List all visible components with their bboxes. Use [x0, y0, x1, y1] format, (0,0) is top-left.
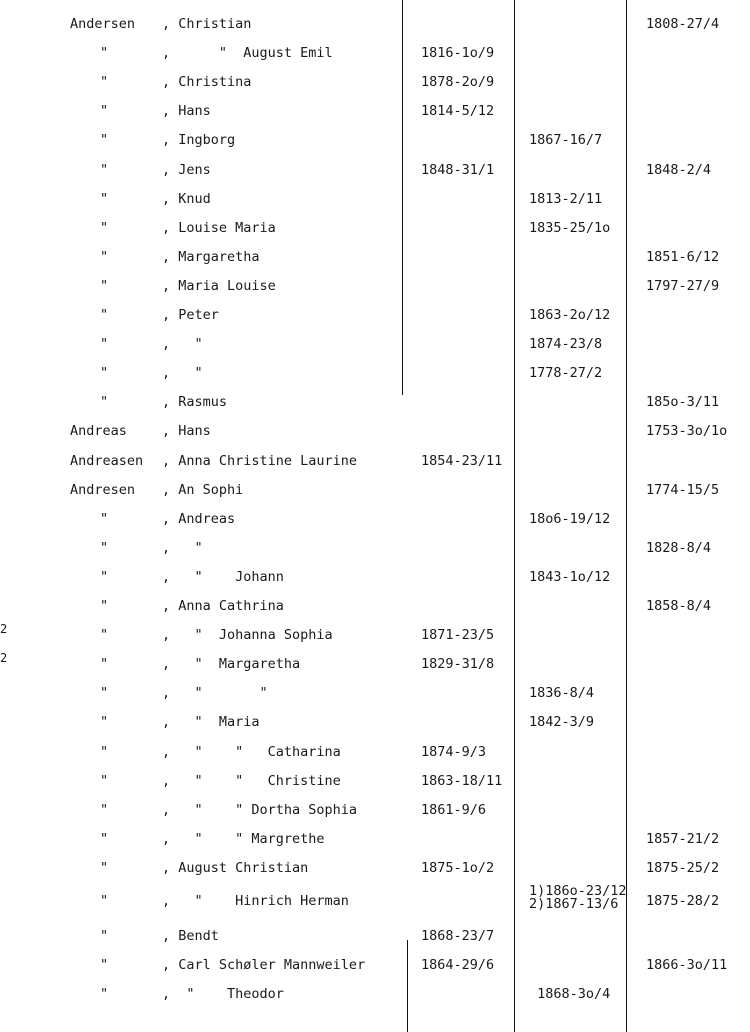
given-name-cell: , Ingborg — [162, 132, 236, 148]
surname-cell: Andresen — [70, 482, 136, 498]
surname-cell: " — [100, 365, 109, 381]
surname-cell: " — [100, 893, 109, 909]
given-name-cell: , " " — [162, 685, 268, 701]
given-name-cell: , " " Christine — [162, 773, 341, 789]
date-column-3: 1851-6/12 — [646, 249, 720, 265]
given-name-cell: , Jens — [162, 162, 211, 178]
surname-cell: " — [100, 132, 109, 148]
given-name-cell: , Peter — [162, 307, 219, 323]
surname-cell: " — [100, 627, 109, 643]
column-divider-1b — [407, 940, 408, 1032]
margin-mark: 2 — [0, 622, 8, 636]
date-column-3: 185o-3/11 — [646, 394, 720, 410]
given-name-cell: , " Margaretha — [162, 656, 301, 672]
date-column-1: 1874-9/3 — [421, 744, 487, 760]
surname-cell: " — [100, 773, 109, 789]
date-column-3: 1797-27/9 — [646, 278, 720, 294]
surname-cell: " — [100, 860, 109, 876]
date-column-1: 1848-31/1 — [421, 162, 495, 178]
date-column-3: 1858-8/4 — [646, 598, 712, 614]
date-column-1: 1875-1o/2 — [421, 860, 495, 876]
given-name-cell: , Louise Maria — [162, 220, 276, 236]
given-name-cell: , Knud — [162, 191, 211, 207]
surname-cell: " — [100, 656, 109, 672]
date-column-1: 1863-18/11 — [421, 773, 503, 789]
surname-cell: " — [100, 74, 109, 90]
surname-cell: " — [100, 957, 109, 973]
surname-cell: " — [100, 511, 109, 527]
date-column-1: 1861-9/6 — [421, 802, 487, 818]
date-column-2: 1842-3/9 — [529, 714, 595, 730]
date-column-3: 1875-28/2 — [646, 893, 720, 909]
date-column-2: 1778-27/2 — [529, 365, 603, 381]
given-name-cell: , Hans — [162, 423, 211, 439]
date-column-2: 1867-16/7 — [529, 132, 603, 148]
surname-cell: Andreas — [70, 423, 127, 439]
given-name-cell: , " " Margrethe — [162, 831, 325, 847]
given-name-cell: , Christian — [162, 16, 252, 32]
date-column-2: 1)186o-23/12 2)1867-13/6 — [529, 883, 627, 912]
surname-cell: " — [100, 802, 109, 818]
given-name-cell: , Hans — [162, 103, 211, 119]
surname-cell: Andersen — [70, 16, 136, 32]
date-column-1: 1868-23/7 — [421, 928, 495, 944]
date-column-1: 1871-23/5 — [421, 627, 495, 643]
column-divider-1 — [402, 0, 403, 395]
surname-cell: " — [100, 714, 109, 730]
given-name-cell: , Christina — [162, 74, 252, 90]
given-name-cell: , " " Dortha Sophia — [162, 802, 358, 818]
date-column-1: 1854-23/11 — [421, 453, 503, 469]
date-column-2: 1868-3o/4 — [529, 986, 611, 1002]
given-name-cell: , Rasmus — [162, 394, 228, 410]
surname-cell: " — [100, 45, 109, 61]
date-column-2: 1836-8/4 — [529, 685, 595, 701]
date-column-2: 1843-1o/12 — [529, 569, 611, 585]
surname-cell: Andreasen — [70, 453, 144, 469]
surname-cell: " — [100, 278, 109, 294]
given-name-cell: , " Maria — [162, 714, 260, 730]
given-name-cell: , " Johanna Sophia — [162, 627, 333, 643]
date-column-3: 1828-8/4 — [646, 540, 712, 556]
surname-cell: " — [100, 103, 109, 119]
column-divider-3 — [626, 0, 627, 1032]
given-name-cell: , Bendt — [162, 928, 219, 944]
date-column-1: 1864-29/6 — [421, 957, 495, 973]
date-column-2: 1863-2o/12 — [529, 307, 611, 323]
date-column-3: 1808-27/4 — [646, 16, 720, 32]
surname-cell: " — [100, 394, 109, 410]
given-name-cell: , " — [162, 365, 203, 381]
given-name-cell: , " Theodor — [162, 986, 284, 1002]
margin-mark: 2 — [0, 651, 8, 665]
surname-cell: " — [100, 685, 109, 701]
surname-cell: " — [100, 249, 109, 265]
surname-cell: " — [100, 336, 109, 352]
given-name-cell: , " " Catharina — [162, 744, 341, 760]
date-column-2: 1874-23/8 — [529, 336, 603, 352]
given-name-cell: , Anna Christine Laurine — [162, 453, 358, 469]
surname-cell: " — [100, 162, 109, 178]
date-column-2: 18o6-19/12 — [529, 511, 611, 527]
given-name-cell: , An Sophi — [162, 482, 244, 498]
given-name-cell: , Maria Louise — [162, 278, 276, 294]
given-name-cell: , Andreas — [162, 511, 236, 527]
surname-cell: " — [100, 540, 109, 556]
given-name-cell: , Margaretha — [162, 249, 260, 265]
surname-cell: " — [100, 191, 109, 207]
date-column-2: 1835-25/1o — [529, 220, 611, 236]
date-column-3: 1848-2/4 — [646, 162, 712, 178]
given-name-cell: , Carl Schøler Mannweiler — [162, 957, 366, 973]
date-column-1: 1814-5/12 — [421, 103, 495, 119]
date-column-1: 1816-1o/9 — [421, 45, 495, 61]
surname-cell: " — [100, 744, 109, 760]
given-name-cell: , " Hinrich Herman — [162, 893, 349, 909]
surname-cell: " — [100, 986, 109, 1002]
surname-cell: " — [100, 307, 109, 323]
given-name-cell: , " August Emil — [162, 45, 333, 61]
surname-cell: " — [100, 928, 109, 944]
surname-cell: " — [100, 220, 109, 236]
surname-cell: " — [100, 569, 109, 585]
date-column-3: 1857-21/2 — [646, 831, 720, 847]
surname-cell: " — [100, 831, 109, 847]
date-column-3: 1875-25/2 — [646, 860, 720, 876]
date-column-3: 1753-3o/1o — [646, 423, 728, 439]
date-column-1: 1829-31/8 — [421, 656, 495, 672]
date-column-3: 1774-15/5 — [646, 482, 720, 498]
date-column-1: 1878-2o/9 — [421, 74, 495, 90]
date-column-3: 1866-3o/11 — [646, 957, 728, 973]
given-name-cell: , Anna Cathrina — [162, 598, 284, 614]
column-divider-2 — [514, 0, 515, 1032]
given-name-cell: , " — [162, 336, 203, 352]
date-column-2: 1813-2/11 — [529, 191, 603, 207]
surname-cell: " — [100, 598, 109, 614]
given-name-cell: , " Johann — [162, 569, 284, 585]
given-name-cell: , August Christian — [162, 860, 309, 876]
given-name-cell: , " — [162, 540, 203, 556]
